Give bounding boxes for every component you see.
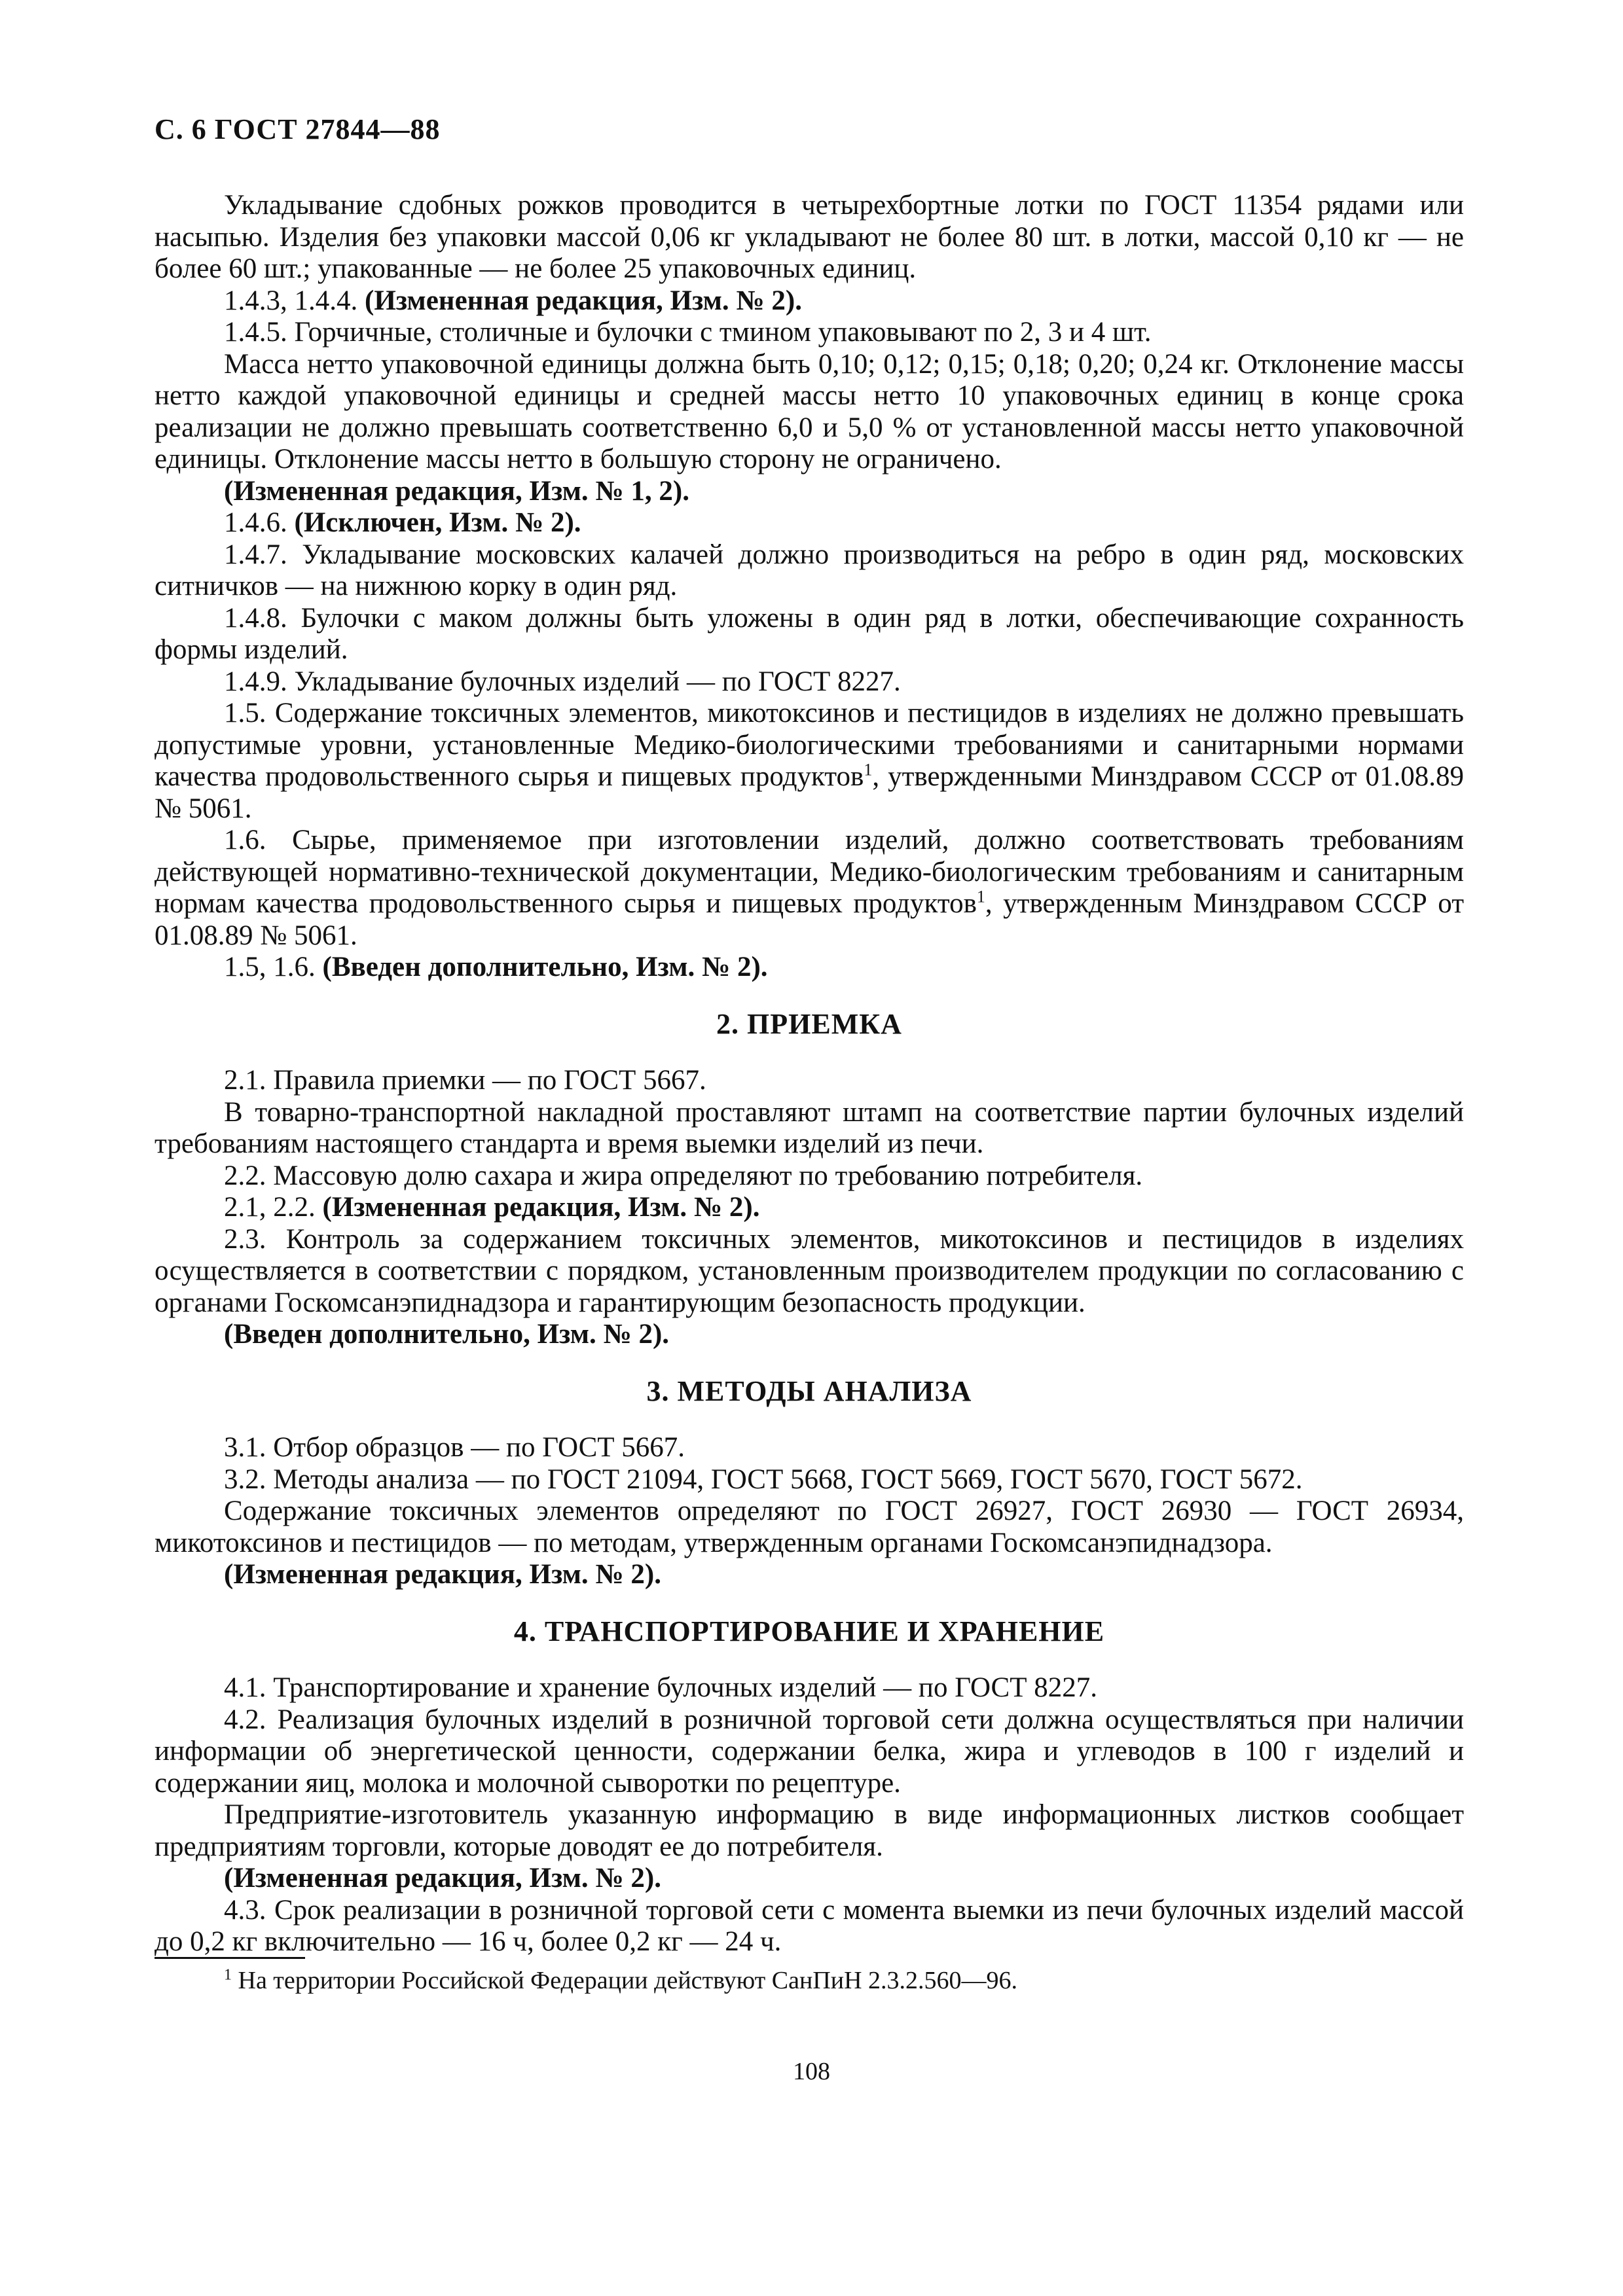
paragraph [155, 507, 1464, 539]
paragraph: Укладывание сдобных рожков проводится в четырехбортные лотки по ГОСТ 11354 рядами или насыпью. Изделия без упаковки массой 0,06 кг укладывают не более 80 шт. в лотки, массой 0,10 кг — не более 60 шт.; упакованные — не более 25 упаковочных единиц. [155, 190, 1464, 284]
section-heading: 2. ПРИЕМКА [716, 1007, 902, 1040]
clause-number: 1.4.3, 1.4.4. [224, 285, 365, 316]
section-heading: 4. ТРАНСПОРТИРОВАНИЕ И ХРАНЕНИЕ [513, 1615, 1105, 1647]
footnote-divider [155, 1957, 305, 1959]
paragraph [155, 285, 1464, 317]
amendment-note: (Введен дополнительно, Изм. № 2). [322, 952, 768, 982]
footnote-ref: 1 [864, 760, 873, 780]
paragraph: 4.1. Транспортирование и хранение булочных изделий — по ГОСТ 8227. [224, 1672, 1098, 1703]
paragraph: 1.4.8. Булочки с маком должны быть уложены в один ряд в лотки, обеспечивающие сохранность формы изделий. [155, 602, 1464, 665]
page-number: 108 [793, 2058, 830, 2085]
paragraph: 4.2. Реализация булочных изделий в розничной торговой сети должна осуществляться при наличии информации об энергетической ценности, содержании белка, жира и углеводов в 100 г изделий и содержании яиц, молока и молочной сыворотки по рецептуре. [155, 1704, 1464, 1799]
paragraph: 3.1. Отбор образцов — по ГОСТ 5667. [224, 1432, 685, 1463]
footnote-text: На территории Российской Федерации действуют СанПиН 2.3.2.560—96. [232, 1967, 1018, 1994]
amendment-note: (Измененная редакция, Изм. № 2). [365, 285, 802, 316]
paragraph: Предприятие-изготовитель указанную информацию в виде информационных листков сообщает предприятиям торговли, которые доводят ее до потребителя. [155, 1799, 1464, 1862]
paragraph: 2.2. Массовую долю сахара и жира определяют по требованию потребителя. [224, 1160, 1143, 1191]
paragraph [155, 698, 1464, 825]
paragraph: 2.3. Контроль за содержанием токсичных элементов, микотоксинов и пестицидов в изделиях осуществляется в соответствии с порядком, установленным производителем продукции по согласованию с органами Госкомсанэпиднадзора и гарантирующим безопасность продукции. [155, 1223, 1464, 1318]
document-body [155, 190, 1464, 1958]
amendment-note: (Измененная редакция, Изм. № 2). [322, 1192, 760, 1223]
section-heading: 3. МЕТОДЫ АНАЛИЗА [646, 1374, 972, 1407]
paragraph: 1.4.9. Укладывание булочных изделий — по ГОСТ 8227. [224, 666, 901, 697]
paragraph [155, 1192, 1464, 1224]
paragraph: 1.4.5. Горчичные, столичные и булочки с тмином упаковывают по 2, 3 и 4 шт. [224, 317, 1152, 348]
paragraph: 1.4.7. Укладывание московских калачей должно производиться на ребро в один ряд, московских ситничков — на нижнюю корку в один ряд. [155, 539, 1464, 601]
paragraph [155, 825, 1464, 952]
paragraph-text: , утвержденными Минздравом СССР от 01.08.89 № 5061. [155, 761, 1465, 824]
amendment-note: (Исключен, Изм. № 2). [294, 507, 581, 538]
paragraph: Содержание токсичных элементов определяют по ГОСТ 26927, ГОСТ 26930 — ГОСТ 26934, микотоксинов и пестицидов — по методам, утвержденным органами Госкомсанэпиднадзора. [155, 1496, 1464, 1558]
clause-number: 1.5, 1.6. [224, 952, 323, 982]
paragraph: 2.1. Правила приемки — по ГОСТ 5667. [224, 1065, 706, 1096]
paragraph: В товарно-транспортной накладной проставляют штамп на соответствие партии булочных изделий требованиям настоящего стандарта и время выемки изделий из печи. [155, 1096, 1464, 1159]
paragraph: Масса нетто упаковочной единицы должна быть 0,10; 0,12; 0,15; 0,18; 0,20; 0,24 кг. Отклонение массы нетто каждой упаковочной единицы и средней массы нетто 10 упаковочных единиц в конце срока реализации не должно превышать соответственно 6,0 и 5,0 % от установленной массы нетто упаковочной единицы. Отклонение массы нетто в большую сторону не ограничено. [155, 348, 1464, 475]
amendment-note: (Измененная редакция, Изм. № 1, 2). [224, 475, 689, 507]
amendment-note: (Введен дополнительно, Изм. № 2). [224, 1319, 670, 1350]
footnote [224, 1966, 1402, 1995]
footnote-mark: 1 [224, 1966, 232, 1984]
paragraph [155, 952, 1464, 984]
clause-number: 2.1, 2.2. [224, 1192, 323, 1223]
amendment-note: (Измененная редакция, Изм. № 2). [224, 1559, 661, 1590]
paragraph-text: 1.6. Сырье, применяемое при изготовлении изделий, должно соответствовать требованиям действующей нормативно-технической документации, Медико-биологическим требованиям и санитарным нормам качества продовольственного сырья и пищевых продуктов [155, 825, 1464, 919]
paragraph: 3.2. Методы анализа — по ГОСТ 21094, ГОСТ 5668, ГОСТ 5669, ГОСТ 5670, ГОСТ 5672. [224, 1463, 1303, 1495]
paragraph-text: 1.5. Содержание токсичных элементов, микотоксинов и пестицидов в изделиях не должно превышать допустимые уровни, установленные Медико-биологическими требованиями и санитарными нормами качества продовольственного сырья и пищевых продуктов [155, 698, 1464, 792]
footnote-ref: 1 [976, 887, 985, 906]
paragraph: 4.3. Срок реализации в розничной торговой сети с момента выемки из печи булочных изделий массой до 0,2 кг включительно — 16 ч, более 0,2 кг — 24 ч. [155, 1894, 1464, 1957]
clause-number: 1.4.6. [224, 507, 295, 538]
amendment-note: (Измененная редакция, Изм. № 2). [224, 1863, 661, 1893]
page-header: С. 6 ГОСТ 27844—88 [155, 113, 441, 145]
paragraph-text: , утвержденным Минздравом СССР от 01.08.89 № 5061. [155, 888, 1464, 951]
